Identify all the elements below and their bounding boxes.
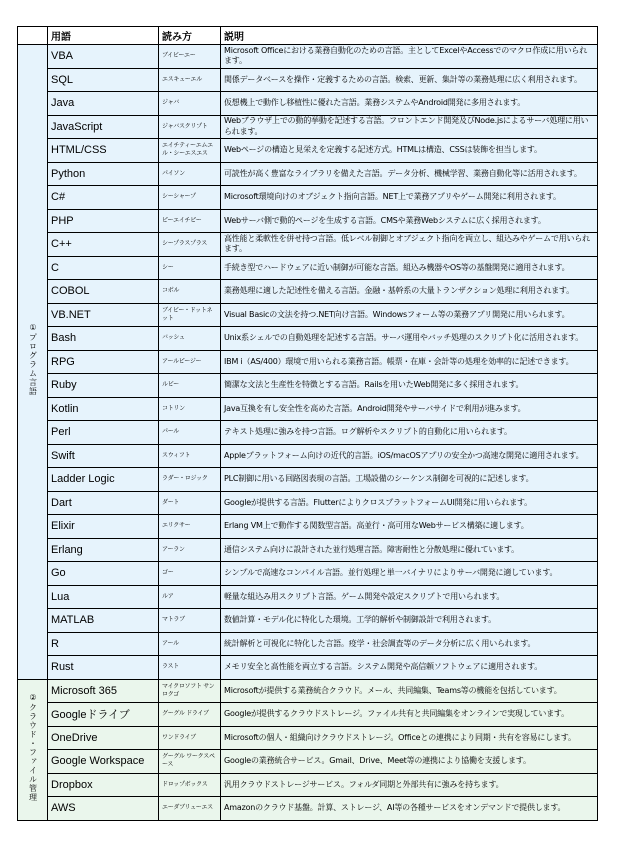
category-cell	[18, 45, 48, 680]
table-row	[18, 186, 598, 210]
description-cell: Microsoft Officeにおける業務自動化のための言語。主としてExcelやAccessでのマクロ作成に用いられます。	[221, 45, 598, 69]
reading-cell: シープラスプラス	[159, 233, 221, 257]
description-cell: Erlang VM上で動作する関数型言語。高並行・高可用なWebサービス構築に適します。	[221, 515, 598, 539]
reading-cell: エーダブリューエス	[159, 797, 221, 821]
description-cell: Webページの構造と見栄えを定義する記述方式。HTMLは構造、CSSは装飾を担当します。	[221, 139, 598, 163]
description-cell: Amazonのクラウド基盤。計算、ストレージ、AI等の各種サービスをオンデマンドで提供します。	[221, 797, 598, 821]
term-cell: Ladder Logic	[48, 468, 159, 492]
description-cell: 仮想機上で動作し移植性に優れた言語。業務システムやAndroid開発に多用されます。	[221, 92, 598, 116]
table-row	[18, 609, 598, 633]
term-cell: C	[48, 256, 159, 280]
reading-cell: シー	[159, 256, 221, 280]
reading-cell: ラスト	[159, 656, 221, 680]
reading-cell: エイチティーエムエル・シーエスエス	[159, 139, 221, 163]
table-row	[18, 280, 598, 304]
table-row	[18, 632, 598, 656]
table-row	[18, 468, 598, 492]
description-cell: Microsoftの個人・組織向けクラウドストレージ。Officeとの連携により同期・共有を容易にします。	[221, 726, 598, 750]
table-row	[18, 797, 598, 821]
description-cell: 関係データベースを操作・定義するための言語。検索、更新、集計等の業務処理に広く利用されます。	[221, 68, 598, 92]
table-row	[18, 139, 598, 163]
term-cell: Java	[48, 92, 159, 116]
table-row	[18, 515, 598, 539]
term-cell: RPG	[48, 350, 159, 374]
table-row	[18, 162, 598, 186]
term-cell: C++	[48, 233, 159, 257]
header-reading: 読み方	[159, 27, 221, 45]
reading-cell: ダート	[159, 491, 221, 515]
table-row	[18, 538, 598, 562]
reading-cell: ゴー	[159, 562, 221, 586]
table-row	[18, 750, 598, 774]
term-cell: Rust	[48, 656, 159, 680]
category-label: ②クラウド・ファイル管理	[28, 693, 38, 802]
reading-cell: コボル	[159, 280, 221, 304]
description-cell: Googleが提供するクラウドストレージ。ファイル共有と共同編集をオンラインで実現しています。	[221, 703, 598, 727]
term-cell: SQL	[48, 68, 159, 92]
reading-cell: ブイビー・ドットネット	[159, 303, 221, 327]
reading-cell: アーラン	[159, 538, 221, 562]
term-cell: PHP	[48, 209, 159, 233]
header-description: 説明	[221, 27, 598, 45]
reading-cell: エスキューエル	[159, 68, 221, 92]
description-cell: Webサーバ側で動的ページを生成する言語。CMSや業務Webシステムに広く採用されます。	[221, 209, 598, 233]
description-cell: 数値計算・モデル化に特化した環境。工学的解析や制御設計で利用されます。	[221, 609, 598, 633]
description-cell: 高性能と柔軟性を併せ持つ言語。低レベル制御とオブジェクト指向を両立し、組込みやゲームで用いられます。	[221, 233, 598, 257]
table-row	[18, 726, 598, 750]
term-cell: Dart	[48, 491, 159, 515]
table-row	[18, 444, 598, 468]
reading-cell: マイクロソフト サンロクゴ	[159, 679, 221, 703]
reading-cell: ピーエイチピー	[159, 209, 221, 233]
table-row	[18, 562, 598, 586]
reading-cell: スウィフト	[159, 444, 221, 468]
term-cell: OneDrive	[48, 726, 159, 750]
reading-cell: パイソン	[159, 162, 221, 186]
table-row	[18, 45, 598, 69]
table-row	[18, 327, 598, 351]
description-cell: Unix系シェルでの自動処理を記述する言語。サーバ運用やバッチ処理のスクリプト化に活用されます。	[221, 327, 598, 351]
term-cell: HTML/CSS	[48, 139, 159, 163]
description-cell: メモリ安全と高性能を両立する言語。システム開発や高信頼ソフトウェアに適用されます。	[221, 656, 598, 680]
header-category	[18, 27, 48, 45]
reading-cell: ジャバ	[159, 92, 221, 116]
description-cell: 軽量な組込み用スクリプト言語。ゲーム開発や設定スクリプトで用いられます。	[221, 585, 598, 609]
term-cell: Microsoft 365	[48, 679, 159, 703]
term-cell: Perl	[48, 421, 159, 445]
reading-cell: コトリン	[159, 397, 221, 421]
description-cell: PLC制御に用いる回路図表現の言語。工場設備のシーケンス制御を可視的に記述します。	[221, 468, 598, 492]
description-cell: 業務処理に適した記述性を備える言語。金融・基幹系の大量トランザクション処理に利用されます。	[221, 280, 598, 304]
reading-cell: エリクサー	[159, 515, 221, 539]
term-cell: Elixir	[48, 515, 159, 539]
term-cell: Lua	[48, 585, 159, 609]
description-cell: シンプルで高速なコンパイル言語。並行処理と単一バイナリによりサーバ開発に適しています。	[221, 562, 598, 586]
table-row	[18, 585, 598, 609]
description-cell: Webブラウザ上での動的挙動を記述する言語。フロントエンド開発及びNode.jsによるサーバ処理に用いられます。	[221, 115, 598, 139]
reading-cell: グーグル ワークスペース	[159, 750, 221, 774]
reading-cell: ジャバスクリプト	[159, 115, 221, 139]
table-row	[18, 350, 598, 374]
glossary-table	[17, 26, 598, 821]
table-row	[18, 209, 598, 233]
table-row	[18, 491, 598, 515]
reading-cell: アール	[159, 632, 221, 656]
table-row	[18, 115, 598, 139]
reading-cell: マトラブ	[159, 609, 221, 633]
term-cell: Google Workspace	[48, 750, 159, 774]
term-cell: VBA	[48, 45, 159, 69]
term-cell: COBOL	[48, 280, 159, 304]
term-cell: R	[48, 632, 159, 656]
description-cell: 通信システム向けに設計された並行処理言語。障害耐性と分散処理に優れています。	[221, 538, 598, 562]
table-row	[18, 773, 598, 797]
table-row	[18, 256, 598, 280]
reading-cell: ワンドライブ	[159, 726, 221, 750]
term-cell: Bash	[48, 327, 159, 351]
table-row	[18, 656, 598, 680]
term-cell: Go	[48, 562, 159, 586]
table-row	[18, 92, 598, 116]
term-cell: Googleドライブ	[48, 703, 159, 727]
table-row	[18, 303, 598, 327]
table-row	[18, 397, 598, 421]
category-label: ①プログラム言語	[28, 323, 38, 397]
term-cell: Kotlin	[48, 397, 159, 421]
description-cell: テキスト処理に強みを持つ言語。ログ解析やスクリプト的自動化に用いられます。	[221, 421, 598, 445]
term-cell: Swift	[48, 444, 159, 468]
term-cell: Ruby	[48, 374, 159, 398]
table-row	[18, 421, 598, 445]
header-term: 用語	[48, 27, 159, 45]
table-body	[18, 45, 598, 821]
table-row	[18, 703, 598, 727]
reading-cell: グーグル ドライブ	[159, 703, 221, 727]
description-cell: IBM i（AS/400）環境で用いられる業務言語。帳票・在庫・会計等の処理を効率的に記述できます。	[221, 350, 598, 374]
term-cell: VB.NET	[48, 303, 159, 327]
description-cell: 可読性が高く豊富なライブラリを備えた言語。データ分析、機械学習、業務自動化等に活用されます。	[221, 162, 598, 186]
reading-cell: パール	[159, 421, 221, 445]
description-cell: Appleプラットフォーム向けの近代的言語。iOS/macOSアプリの安全かつ高速な開発に適用されます。	[221, 444, 598, 468]
description-cell: 簡潔な文法と生産性を特徴とする言語。Railsを用いたWeb開発に多く採用されます。	[221, 374, 598, 398]
header-row	[18, 27, 598, 45]
description-cell: Googleの業務統合サービス。Gmail、Drive、Meet等の連携により協働を支援します。	[221, 750, 598, 774]
table-row	[18, 68, 598, 92]
table-row	[18, 679, 598, 703]
term-cell: AWS	[48, 797, 159, 821]
description-cell: 統計解析と可視化に特化した言語。疫学・社会調査等のデータ分析に広く用いられます。	[221, 632, 598, 656]
term-cell: C#	[48, 186, 159, 210]
description-cell: Microsoftが提供する業務統合クラウド。メール、共同編集、Teams等の機能を包括しています。	[221, 679, 598, 703]
reading-cell: ドロップボックス	[159, 773, 221, 797]
description-cell: 汎用クラウドストレージサービス。フォルダ同期と外部共有に強みを持ちます。	[221, 773, 598, 797]
reading-cell: ルビー	[159, 374, 221, 398]
reading-cell: ブイビーエー	[159, 45, 221, 69]
reading-cell: ルア	[159, 585, 221, 609]
reading-cell: ラダー・ロジック	[159, 468, 221, 492]
description-cell: Java互換を有し安全性を高めた言語。Android開発やサーバサイドで利用が進みます。	[221, 397, 598, 421]
description-cell: 手続き型でハードウェアに近い制御が可能な言語。組込み機器やOS等の基盤開発に適用されます。	[221, 256, 598, 280]
reading-cell: シーシャープ	[159, 186, 221, 210]
reading-cell: バッシュ	[159, 327, 221, 351]
term-cell: Python	[48, 162, 159, 186]
reading-cell: アールピージー	[159, 350, 221, 374]
table-row	[18, 233, 598, 257]
table-row	[18, 374, 598, 398]
description-cell: Microsoft環境向けのオブジェクト指向言語。NET上で業務アプリやゲーム開発に利用されます。	[221, 186, 598, 210]
description-cell: Visual Basicの文法を持つ.NET向け言語。Windowsフォーム等の業務アプリ開発に用いられます。	[221, 303, 598, 327]
term-cell: JavaScript	[48, 115, 159, 139]
category-cell	[18, 679, 48, 820]
description-cell: Googleが提供する言語。FlutterによりクロスプラットフォームUI開発に用いられます。	[221, 491, 598, 515]
term-cell: Erlang	[48, 538, 159, 562]
term-cell: Dropbox	[48, 773, 159, 797]
term-cell: MATLAB	[48, 609, 159, 633]
